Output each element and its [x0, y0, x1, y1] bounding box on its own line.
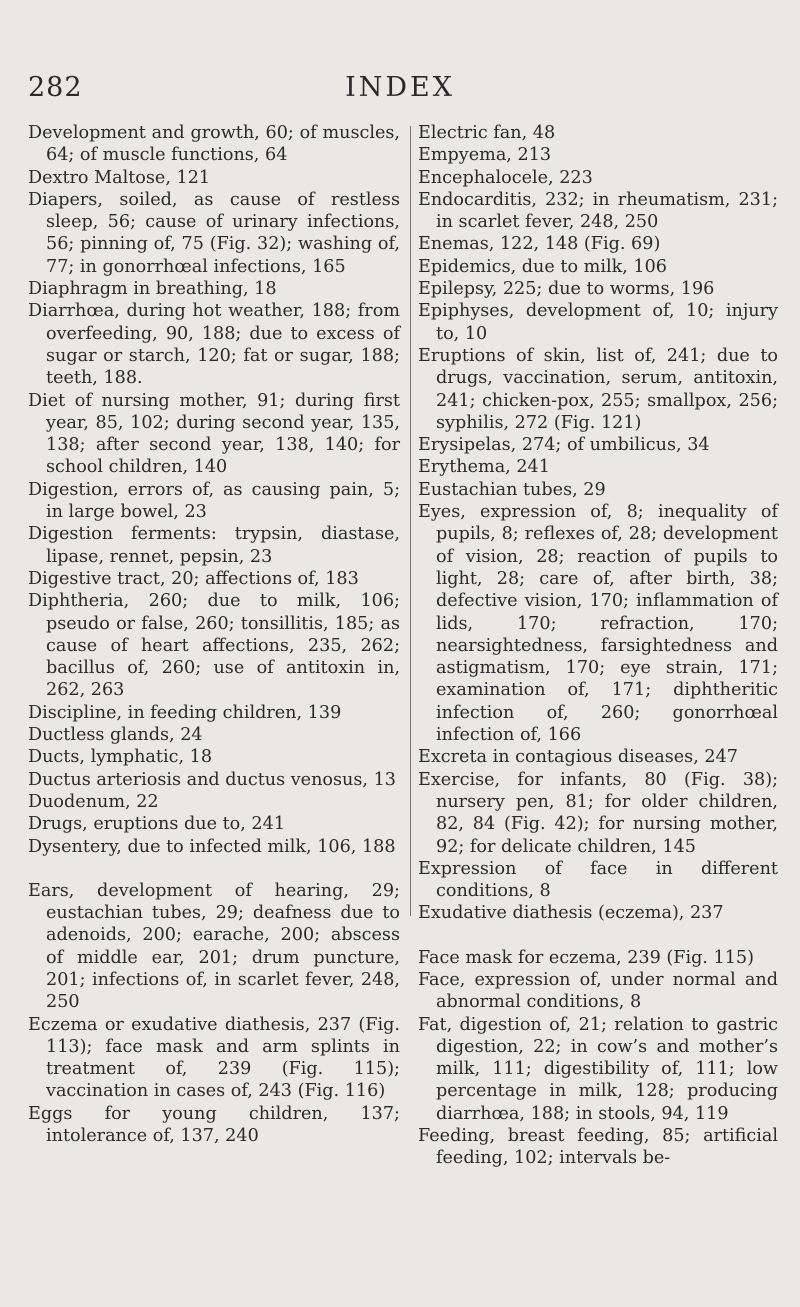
index-entry: Eggs for young children, 137; intolerance of, 137, 240 — [28, 1103, 400, 1147]
index-entry: Erythema, 241 — [418, 457, 550, 478]
index-entry: Diapers, soiled, as cause of restless sleep, 56; cause of urinary infections, 56; pinning of, 75 (Fig. 32); washing of, 77; in gonorrhœal infections, 165 — [28, 189, 400, 277]
index-entry: Drugs, eruptions due to, 241 — [28, 814, 286, 835]
index-entry: Exudative diathesis (eczema), 237 — [418, 903, 724, 924]
index-entry: Electric fan, 48 — [418, 123, 556, 143]
section-gap — [28, 858, 400, 880]
index-entry: Epilepsy, 225; due to worms, 196 — [418, 279, 715, 300]
index-entry: Diarrhœa, during hot weather, 188; from overfeeding, 90, 188; due to excess of sugar or starch, 120; fat or sugar, 188; teeth, 188. — [28, 301, 400, 389]
index-entry: Duodenum, 22 — [28, 791, 159, 812]
index-entry: Eruptions of skin, list of, 241; due to drugs, vaccination, serum, antitoxin, 241; chicken-pox, 255; smallpox, 256; syphilis, 272 (Fig. 121) — [418, 345, 778, 433]
index-entry: Endocarditis, 232; in rheumatism, 231; in scarlet fever, 248, 250 — [418, 189, 778, 233]
section-gap — [418, 925, 778, 947]
index-entry: Face, expression of, under normal and abnormal conditions, 8 — [418, 969, 778, 1013]
index-entry: Diphtheria, 260; due to milk, 106; pseudo or false, 260; tonsillitis, 185; as cause of heart affections, 235, 262; bacillus of, 260; use of antitoxin in, 262, 263 — [28, 591, 400, 701]
index-entry: Dysentery, due to infected milk, 106, 188 — [28, 836, 396, 857]
index-entry: Eyes, expression of, 8; inequality of pupils, 8; reflexes of, 28; development of vision, 28; reaction of pupils to light, 28; care of, after birth, 38; defective vision, 170; inflammation of lids, 170; refraction, 170; nearsightedness, farsightedness and astigmatism, 170; eye strain, 171; examination of, 171; diphtheritic infection of, 260; gonorrhœal infection of, 166 — [418, 502, 778, 746]
index-entry: Diet of nursing mother, 91; during first year, 85, 102; during second year, 135, 138; after second year, 138, 140; for school children, 140 — [28, 390, 400, 478]
index-entry: Enemas, 122, 148 (Fig. 69) — [418, 234, 661, 255]
index-entry: Eczema or exudative diathesis, 237 (Fig. 113); face mask and arm splints in treatment of, 239 (Fig. 115); vaccination in cases of, 243 (Fig. 116) — [28, 1014, 400, 1102]
page-header — [0, 72, 800, 112]
index-entry: Encephalocele, 223 — [418, 167, 593, 188]
index-entry: Face mask for eczema, 239 (Fig. 115) — [418, 947, 754, 968]
index-entry: Expression of face in different conditions, 8 — [418, 858, 778, 902]
index-entry: Feeding, breast feeding, 85; artificial feeding, 102; intervals be- — [418, 1126, 778, 1169]
index-entry: Fat, digestion of, 21; relation to gastric digestion, 22; in cow’s and mother’s milk, 111; digestibility of, 111; low percentage in milk, 128; producing diarrhœa, 188; in stools, 94, 119 — [418, 1014, 778, 1124]
index-columns — [28, 122, 780, 1170]
index-entry: Ears, development of hearing, 29; eustachian tubes, 29; deafness due to adenoids, 200; earache, 200; abscess of middle ear, 201; drum puncture, 201; infections of, in scarlet fever, 248, 250 — [28, 880, 400, 1013]
index-entry: Epidemics, due to milk, 106 — [418, 256, 668, 277]
index-entry: Empyema, 213 — [418, 145, 552, 166]
index-entry: Excreta in contagious diseases, 247 — [418, 747, 738, 768]
page-number: 282 — [28, 72, 83, 103]
index-entry: Development and growth, 60; of muscles, 64; of muscle functions, 64 — [28, 123, 400, 166]
left-column — [28, 122, 410, 1170]
index-entry: Epiphyses, development of, 10; injury to, 10 — [418, 301, 778, 344]
index-entry: Ductus arteriosis and ductus venosus, 13 — [28, 769, 396, 790]
index-entry: Ductless glands, 24 — [28, 725, 203, 746]
index-entry: Exercise, for infants, 80 (Fig. 38); nursery pen, 81; for older children, 82, 84 (Fig. 42); for nursing mother, 92; for delicate children, 145 — [418, 769, 778, 857]
index-entry: Ducts, lymphatic, 18 — [28, 747, 213, 768]
page-title: INDEX — [345, 72, 455, 103]
index-entry: Digestion, errors of, as causing pain, 5; in large bowel, 23 — [28, 479, 400, 523]
index-entry: Eustachian tubes, 29 — [418, 479, 606, 500]
index-entry: Erysipelas, 274; of umbilicus, 34 — [418, 435, 710, 456]
index-entry: Dextro Maltose, 121 — [28, 167, 211, 188]
index-entry: Digestion ferments: trypsin, diastase, lipase, rennet, pepsin, 23 — [28, 524, 400, 567]
index-entry: Digestive tract, 20; affections of, 183 — [28, 568, 359, 589]
right-column — [411, 122, 778, 1170]
index-entry: Discipline, in feeding children, 139 — [28, 702, 342, 723]
index-entry: Diaphragm in breathing, 18 — [28, 279, 277, 300]
